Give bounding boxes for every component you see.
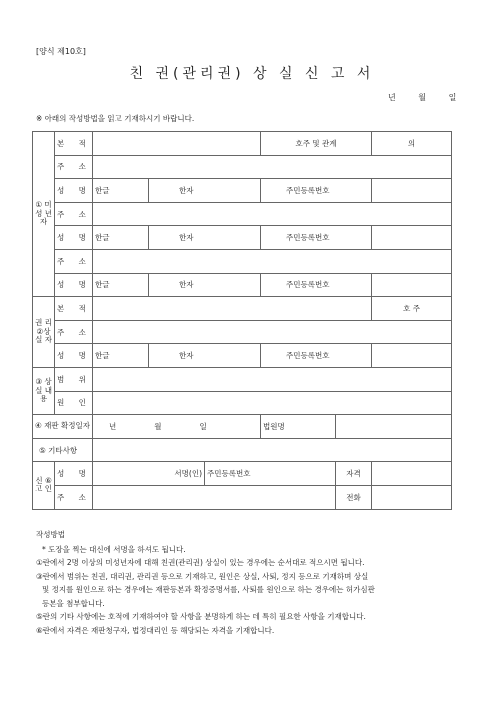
minor3-hangeul-field[interactable] (93, 273, 149, 297)
minor3-id-value[interactable] (372, 273, 452, 297)
section-loss: 권 리 ②상 실 자 (33, 297, 55, 368)
label-hoju: 호 주 (403, 303, 420, 313)
loss-id-value[interactable] (372, 344, 452, 368)
label-hangeul: 한글 (95, 185, 110, 195)
reporter-id-field[interactable] (205, 462, 336, 486)
label-juso: 주 소 (55, 320, 93, 344)
guide-line: * 도장을 찍는 대신에 서명을 하셔도 됩니다. (42, 544, 186, 554)
reporter-name-field[interactable] (93, 462, 205, 486)
section-reporter: 신 ⑥고 인 (33, 462, 55, 509)
form-title: 친 권(관리권) 상 실 신 고 서 (129, 66, 375, 82)
label-jumin: 주민등록번호 (207, 469, 251, 479)
label-other: 기타사항 (48, 445, 78, 455)
writing-guide (36, 528, 375, 637)
label-year: 년 (109, 421, 117, 431)
minor2-hangeul-field[interactable] (93, 226, 149, 250)
date-year: 년 (388, 93, 396, 102)
label-bonjeok: 본 적 (55, 297, 93, 321)
other-field[interactable] (93, 438, 452, 462)
minor2-hanja-field[interactable] (149, 226, 261, 250)
label-juso: 주 소 (55, 485, 93, 509)
label-scope: 범 위 (55, 367, 93, 391)
minor1-id-field[interactable] (261, 179, 372, 203)
minor-row-bonjeok (33, 132, 452, 156)
label-hangeul: 한글 (95, 233, 110, 243)
date-day: 일 (448, 93, 457, 102)
label-juso: 주 소 (55, 202, 93, 226)
label-qualification: 자격 (336, 462, 372, 486)
label-name: 성 명 (55, 462, 93, 486)
section-minor: ① 미 성 년 자 (33, 132, 55, 297)
section-ruling: ④ 재판 확정일자 (33, 415, 93, 439)
guide-line: 등본을 첨부합니다. (42, 598, 105, 608)
label-hanja: 한자 (179, 185, 194, 195)
label-name: 성 명 (55, 273, 93, 297)
label-name: 성 명 (55, 344, 93, 368)
other-number: ⑤ (39, 445, 46, 455)
label-jumin: 주민등록번호 (286, 280, 330, 290)
report-date (388, 92, 476, 103)
label-hoju-relation: 호주 및 관계 (261, 132, 372, 156)
report-form-table (32, 131, 452, 510)
label-juso: 주 소 (55, 155, 93, 179)
label-phone: 전화 (336, 485, 372, 509)
minor2-id-value[interactable] (372, 226, 452, 250)
label-name: 성 명 (55, 226, 93, 250)
loss-hoju-field[interactable] (372, 297, 452, 321)
minor2-id-field[interactable] (261, 226, 372, 250)
guide-header: 작성방법 (36, 530, 65, 539)
label-ui: 의 (407, 138, 416, 148)
form-number: [양식 제10호] (36, 47, 86, 56)
minor1-address-field[interactable] (93, 155, 452, 179)
label-cause: 원 인 (55, 391, 93, 415)
minor1-hangeul-field[interactable] (93, 179, 149, 203)
guide-line: ③란에서 범위는 친권, 대리권, 관리권 등으로 기재하고, 원인은 상실, 사퇴, 정지 등으로 기재하며 상실 (36, 571, 369, 581)
guide-line: 및 정지를 원인으로 하는 경우에는 재판등본과 확정증명서를, 사퇴를 원인으로 하는 경우에는 허가심판 (42, 585, 375, 594)
hoju-relation-field[interactable] (372, 132, 452, 156)
court-value[interactable] (336, 415, 452, 439)
minor3-address-field[interactable] (93, 249, 452, 273)
loss-id-field[interactable] (261, 344, 372, 368)
qualification-field[interactable] (372, 462, 452, 486)
label-month: 월 (154, 421, 162, 431)
guide-line: ①란에서 2명 이상의 미성년자에 대해 친권(관리권) 상실이 있는 경우에는 순서대로 적으시면 됩니다. (36, 558, 365, 567)
label-court: 법원명 (263, 421, 285, 431)
guide-line: ⑥란에서 자격은 재판청구자, 법정대리인 등 해당되는 자격을 기재합니다. (36, 625, 275, 635)
phone-field[interactable] (372, 485, 452, 509)
scope-field[interactable] (93, 367, 452, 391)
minor1-id-value[interactable] (372, 179, 452, 203)
minor1-hanja-field[interactable] (149, 179, 261, 203)
minor2-address-field[interactable] (93, 202, 452, 226)
date-month: 월 (418, 93, 427, 102)
label-hangeul: 한글 (95, 280, 110, 290)
label-day: 일 (199, 421, 207, 431)
label-bonjeok: 본 적 (55, 132, 93, 156)
label-hanja: 한자 (179, 351, 194, 361)
minor-bonjeok-field[interactable] (93, 132, 261, 156)
label-name: 성 명 (55, 179, 93, 203)
minor3-id-field[interactable] (261, 273, 372, 297)
cause-field[interactable] (93, 391, 452, 415)
loss-hangeul-field[interactable] (93, 344, 149, 368)
label-hanja: 한자 (179, 280, 194, 290)
loss-bonjeok-field[interactable] (93, 297, 372, 321)
ruling-date-field[interactable] (93, 415, 261, 439)
reporter-address-field[interactable] (93, 485, 336, 509)
minor3-hanja-field[interactable] (149, 273, 261, 297)
section-other (33, 438, 93, 462)
court-field[interactable] (261, 415, 336, 439)
guide-line: ⑤란의 기타 사항에는 호적에 기재하여야 할 사항을 분명하게 하는 데 특히 필요한 사항을 기재합니다. (36, 612, 366, 621)
label-hanja: 한자 (179, 233, 194, 243)
loss-address-field[interactable] (93, 320, 452, 344)
label-sign: 서명(인) (174, 469, 202, 479)
label-jumin: 주민등록번호 (286, 233, 330, 243)
loss-hanja-field[interactable] (149, 344, 261, 368)
label-juso: 주 소 (55, 249, 93, 273)
label-hangeul: 한글 (95, 351, 110, 361)
label-jumin: 주민등록번호 (286, 185, 330, 195)
label-jumin: 주민등록번호 (286, 351, 330, 361)
instruction-text: ※ 아래의 작성방법을 읽고 기재하시기 바랍니다. (36, 114, 195, 123)
section-content: ③ 상실 내용 (33, 367, 55, 414)
